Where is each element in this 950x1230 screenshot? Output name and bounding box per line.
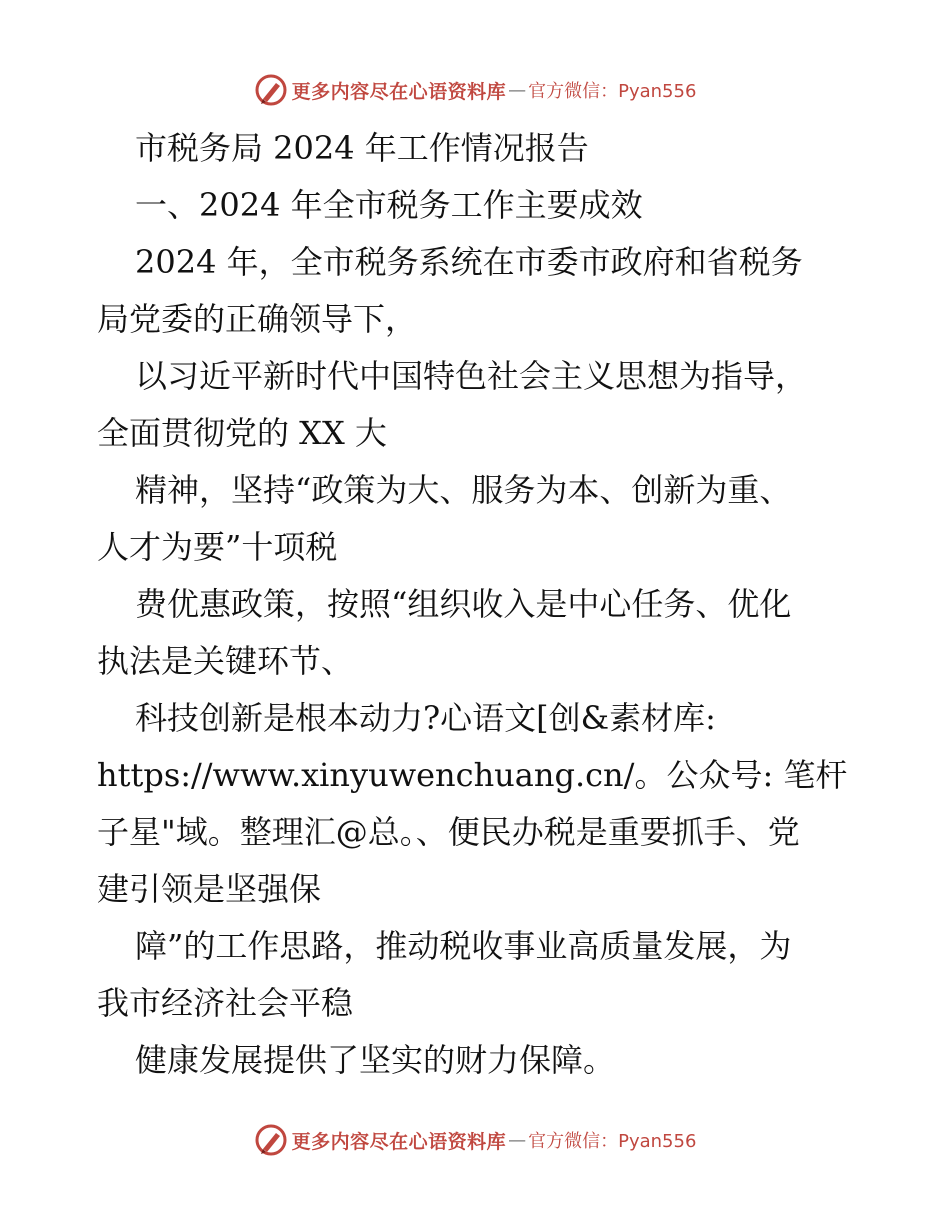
paragraph-line: 2024 年，全市税务系统在市委市政府和省税务 (135, 243, 803, 281)
paragraph-line: 精神，坚持“政策为大、服务为本、创新为重、 (135, 471, 792, 509)
header-watermark (0, 70, 950, 110)
footer-watermark (0, 1120, 950, 1160)
header-separator: — (508, 79, 527, 101)
footer-brand-text: 更多内容尽在心语资料库 (291, 1130, 507, 1153)
paragraph-line: 执法是关键环节、 (97, 642, 354, 680)
pen-logo-icon (254, 73, 288, 107)
header-wechat-text: 官方微信：Pyan556 (528, 81, 697, 102)
paragraph-line: https://www.xinyuwenchuang.cn/。公众号: 笔杆 (97, 756, 848, 794)
paragraph-line: 费优惠政策，按照“组织收入是中心任务、优化 (135, 585, 792, 623)
paragraph-line: 健康发展提供了坚实的财力保障。 (135, 1041, 616, 1079)
header-brand-text: 更多内容尽在心语资料库 (291, 80, 507, 103)
paragraph-line: 建引领是坚强保 (97, 870, 322, 908)
paragraph-line: 以习近平新时代中国特色社会主义思想为指导， (135, 357, 808, 395)
document-title: 市税务局 2024 年工作情况报告 (135, 129, 589, 167)
paragraph-line: 局党委的正确领导下， (97, 300, 418, 338)
paragraph-line: 障”的工作思路，推动税收事业高质量发展，为 (135, 927, 792, 965)
footer-wechat-text: 官方微信：Pyan556 (528, 1131, 697, 1152)
document-body (97, 120, 857, 1089)
pen-logo-icon (254, 1123, 288, 1157)
paragraph-line: 我市经济社会平稳 (97, 984, 354, 1022)
paragraph-line: 全面贯彻党的 XX 大 (97, 414, 387, 452)
paragraph-line: 子星"域。整理汇@总。、便民办税是重要抓手、党 (97, 813, 800, 851)
section-heading: 一、2024 年全市税务工作主要成效 (135, 186, 643, 224)
paragraph-line: 科技创新是根本动力?心语文[创&素材库: (135, 699, 716, 737)
paragraph-line: 人才为要”十项税 (97, 528, 338, 566)
footer-separator: — (508, 1129, 527, 1151)
